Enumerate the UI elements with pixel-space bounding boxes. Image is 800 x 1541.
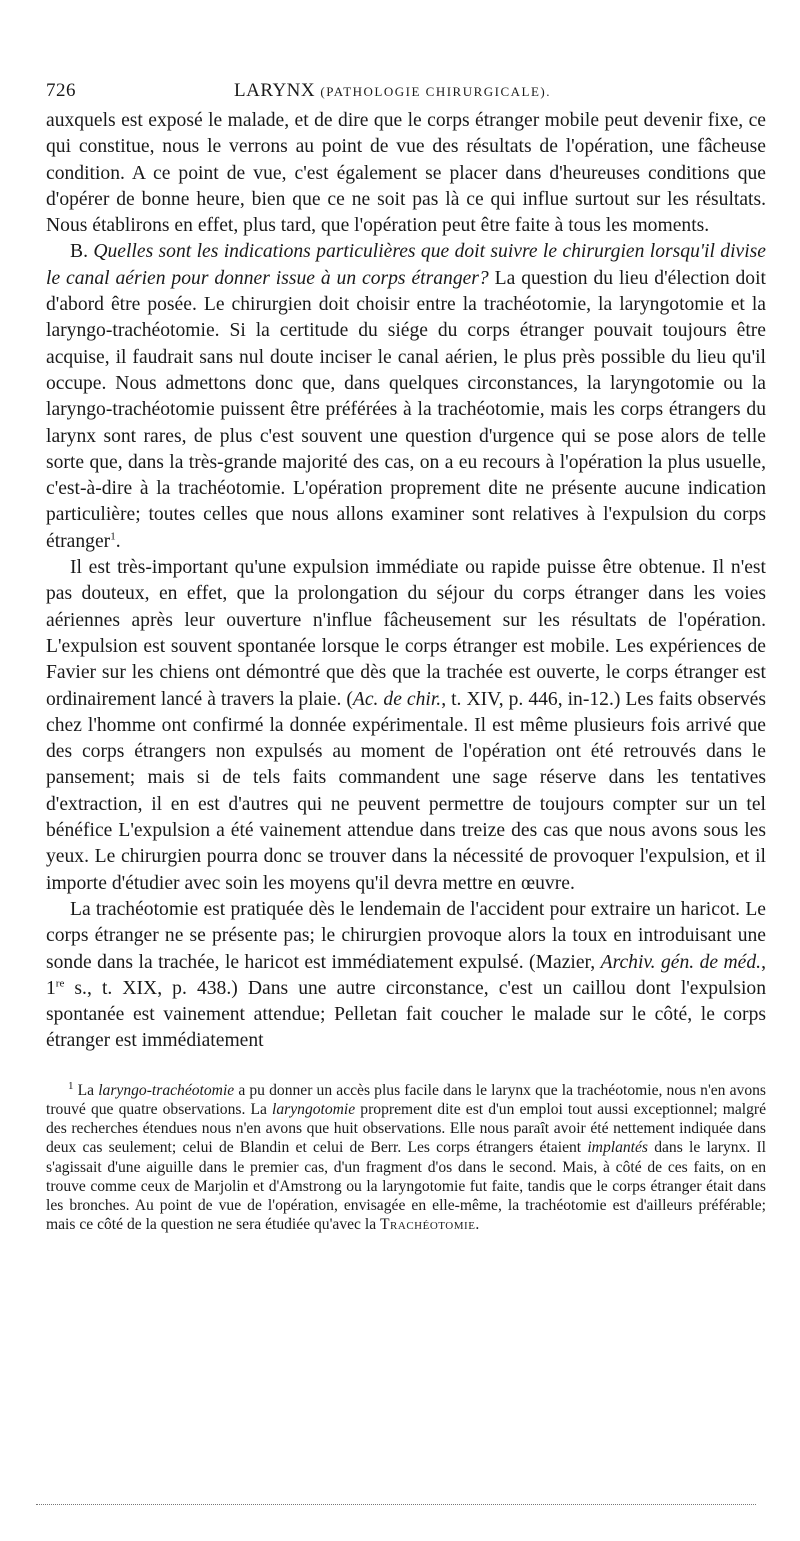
- footnote-segment: .: [475, 1216, 480, 1234]
- footnote-reference: 1: [110, 530, 116, 543]
- page-number: 726: [46, 80, 76, 101]
- footnote-marker: 1: [68, 1079, 74, 1092]
- footnote-segment: La: [77, 1081, 99, 1099]
- paragraph-text: s., t. XIX, p. 438.) Dans une autre circonstance, c'est un caillou dont l'expulsion spontanée est vainement attendue; Pelletan fait coucher le malade sur le côté, le corps étranger est immédiatement: [46, 977, 766, 1052]
- paragraph-text: , t. XIV, p. 446, in-12.) Les faits observés chez l'homme ont confirmé la donnée expérimentale. Il est même plusieurs fois arrivé que des corps étrangers non expulsés au moment de l'opération ont été retrouvés dans le pansement; mais si de tels faits commandent une sage réserve dans les tentatives d'extraction, il en est d'autres qui ne peuvent permettre de toujours compter sur un tel bénéfice L'expulsion a été vainement attendue dans treize des cas que nous avons sous les yeux. Le chirurgien pourra donc se trouver dans la nécessité de provoquer l'expulsion, et il importe d'étudier avec soin les moyens qu'il devra mettre en œuvre.: [46, 688, 766, 894]
- ordinal-superscript: re: [55, 977, 65, 990]
- footnote-segment: proprement dite est d'un emploi tout aussi exceptionnel; malgré des recherches étendues nous n'en avons que huit observations. Elle nous paraît avoir été nettement indiquée dans deux cas seulement; celui de Blandin et celui de Berr. Les corps étrangers étaient: [46, 1100, 766, 1157]
- running-title-main: LARYNX: [234, 80, 316, 101]
- citation-title: Ac. de chir.: [352, 688, 442, 710]
- paragraph-continuation: auxquels est exposé le malade, et de dire que le corps étranger mobile peut devenir fixe, ce qui constitue, nous le verrons au point de vue des résultats de l'opération, une fâcheuse condition. A ce point de vue, c'est également se placer dans d'heureuses conditions que d'opérer de bonne heure, bien que ce ne soit pas là ce qui influe surtout sur les résultats. Nous établirons en effet, plus tard, que l'opération peut être faite à tous les moments.: [46, 110, 766, 237]
- main-text: [46, 108, 766, 1055]
- running-title-subtitle: (PATHOLOGIE CHIRURGICALE).: [320, 84, 551, 99]
- running-title: [234, 80, 551, 102]
- paragraph-text: La trachéotomie est pratiquée dès le lendemain de l'accident pour extraire un haricot. Le corps étranger ne se présente pas; le chirurgien provoque alors la toux en introduisant une sonde dans la trachée, le haricot est immédiatement expulsé. (Mazier,: [46, 898, 766, 973]
- bottom-rule: [36, 1504, 756, 1505]
- footnote-text: [46, 1081, 766, 1235]
- running-head: [46, 72, 766, 108]
- citation-title: Archiv. gén. de méd.: [600, 951, 762, 973]
- section-label: B.: [70, 241, 88, 263]
- footnote-segment: a pu donner un accès plus facile dans le larynx que la trachéotomie, nous n'en avons trouvé que quatre observations. La: [46, 1081, 766, 1118]
- section-question: Quelles sont les indications particulières que doit suivre le chirurgien lorsqu'il divise le canal aérien pour donner issue à un corps étranger?: [46, 241, 767, 289]
- paragraph-indications: [46, 239, 766, 555]
- book-page: [46, 72, 766, 1234]
- paragraph-text: La question du lieu d'élection doit d'abord être posée. Le chirurgien doit choisir entre la trachéotomie, la laryngotomie et la laryngo-trachéotomie. Si la certitude du siége du corps étranger pouvait toujours être acquise, il faudrait sans nul doute inciser le canal aérien, le plus près possible du lieu qu'il occupe. Nous admettons donc que, dans quelques circonstances, la laryngotomie ou la laryngo-trachéotomie puissent être préférées à la trachéotomie, mais les corps étrangers du larynx sont rares, de plus c'est souvent une question d'urgence qui se pose alors de telle sorte que, dans la très-grande majorité des cas, on a eu recours à l'opération la plus usuelle, c'est-à-dire à la trachéotomie. L'opération proprement dite ne présente aucune indication particulière; toutes celles que nous allons examiner sont relatives à l'expulsion du corps étranger: [46, 267, 766, 552]
- paragraph-text: Il est très-important qu'une expulsion immédiate ou rapide puisse être obtenue. Il n'est pas douteux, en effet, que la prolongation du séjour du corps étranger dans les voies aériennes après leur ouverture n'influe fâcheusement sur les résultats de l'opération. L'expulsion est souvent spontanée lorsque le corps étranger est mobile. Les expériences de Favier sur les chiens ont démontré que dès que la trachée est ouverte, le corps étranger est ordinairement lancé à travers la plaie. (: [46, 557, 766, 710]
- footnote-italic: implantés: [587, 1139, 648, 1157]
- paragraph-expulsion: [46, 555, 766, 897]
- paragraph-text: , 1: [46, 951, 766, 999]
- paragraph-end: .: [115, 530, 121, 552]
- footnote-italic: laryngo-trachéotomie: [98, 1081, 235, 1099]
- footnote-smallcaps: Trachéotomie: [380, 1216, 476, 1234]
- footnote: [46, 1081, 766, 1235]
- paragraph-case: [46, 897, 766, 1055]
- footnote-italic: laryngotomie: [272, 1100, 356, 1118]
- footnote-segment: dans le larynx. Il s'agissait d'une aiguille dans le premier cas, d'un fragment d'os dans le second. Mais, à côté de ces faits, on en trouve comme ceux de Marjolin et d'Amstrong ou la laryngotomie fut faite, tandis que le corps étranger était dans les bronches. Au point de vue de l'opération, envisagée en elle-même, la trachéotomie est d'ailleurs préférable; mais ce côté de la question ne sera étudiée qu'avec la: [46, 1139, 766, 1234]
